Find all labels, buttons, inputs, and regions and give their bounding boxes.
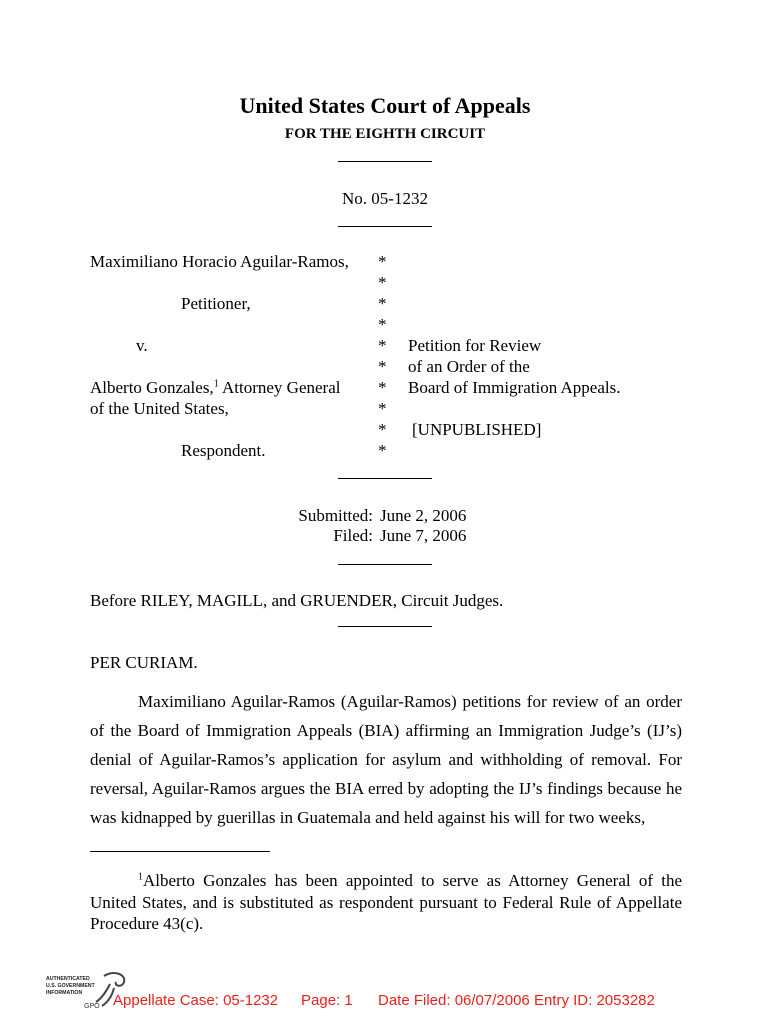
divider (338, 226, 432, 227)
divider (338, 478, 432, 479)
respondent-title: Attorney General (222, 378, 341, 397)
footnote-mark: 1 (138, 871, 143, 883)
logo-text-line-3: INFORMATION (46, 990, 83, 996)
submitted-label: Submitted: (298, 506, 373, 525)
publication-status: [UNPUBLISHED] (412, 420, 542, 439)
respondent-role: Respondent. (181, 441, 266, 460)
caption-star: * (378, 273, 387, 292)
caption-star: * (378, 399, 387, 418)
submitted-date: June 2, 2006 (380, 506, 467, 525)
nature-line-1: Petition for Review (408, 336, 542, 355)
versus: v. (136, 336, 148, 355)
case-number: No. 05-1232 (342, 189, 428, 208)
footnote-rule (90, 851, 270, 852)
caption-star: * (378, 336, 387, 355)
caption-star: * (378, 252, 387, 271)
caption-star: * (378, 378, 387, 397)
appellate-case-stamp: Appellate Case: 05-1232 (113, 992, 279, 1009)
logo-text-line-1: AUTHENTICATED (46, 976, 90, 982)
date-filed-stamp: Date Filed: 06/07/2006 Entry ID: 2053282 (378, 992, 655, 1009)
caption-star: * (378, 315, 387, 334)
petitioner-role: Petitioner, (181, 294, 251, 313)
panel-judges: Before RILEY, MAGILL, and GRUENDER, Circuit Judges. (90, 591, 504, 610)
nature-line-3: Board of Immigration Appeals. (408, 378, 621, 397)
nature-line-2: of an Order of the (408, 357, 530, 376)
opinion-paragraph: Maximiliano Aguilar-Ramos (Aguilar-Ramos) petitions for review of an order of the Board of Immigration Appeals (BIA) affirming an Immigration Judge’s (IJ’s) denial of Aguilar-Ramos’s application for asylum and withholding of removal. For reversal, Aguilar-Ramos argues the BIA erred by adopting the IJ’s findings because he was kidnapped by guerillas in Guatemala and held against his will for two weeks, (90, 692, 682, 827)
respondent-name: Alberto Gonzales, (90, 378, 214, 397)
opinion-body (90, 687, 682, 832)
footnote-marker: 1 (213, 378, 219, 390)
page-stamp: Page: 1 (301, 992, 353, 1009)
caption-star: * (378, 441, 387, 460)
caption-star: * (378, 294, 387, 313)
respondent-title-2: of the United States, (90, 399, 229, 418)
footnote-text: Alberto Gonzales has been appointed to serve as Attorney General of the United States, and is substituted as respondent pursuant to Federal Rule of Appellate Procedure 43(c). (90, 871, 682, 933)
caption-star: * (378, 420, 387, 439)
divider (338, 564, 432, 565)
caption-star: * (378, 357, 387, 376)
gpo-mark: GPO (84, 1003, 100, 1010)
filed-label: Filed: (333, 526, 373, 545)
logo-text-line-2: U.S. GOVERNMENT (46, 983, 95, 989)
respondent-name-line (90, 378, 340, 398)
circuit-subtitle: FOR THE EIGHTH CIRCUIT (284, 126, 486, 142)
footnote-paragraph (90, 870, 682, 935)
divider (338, 161, 432, 162)
divider (338, 626, 432, 627)
opinion-type: PER CURIAM. (90, 653, 198, 672)
court-title: United States Court of Appeals (239, 93, 531, 118)
footnote (90, 870, 682, 935)
petitioner-name: Maximiliano Horacio Aguilar-Ramos, (90, 252, 349, 271)
filed-date: June 7, 2006 (380, 526, 467, 545)
